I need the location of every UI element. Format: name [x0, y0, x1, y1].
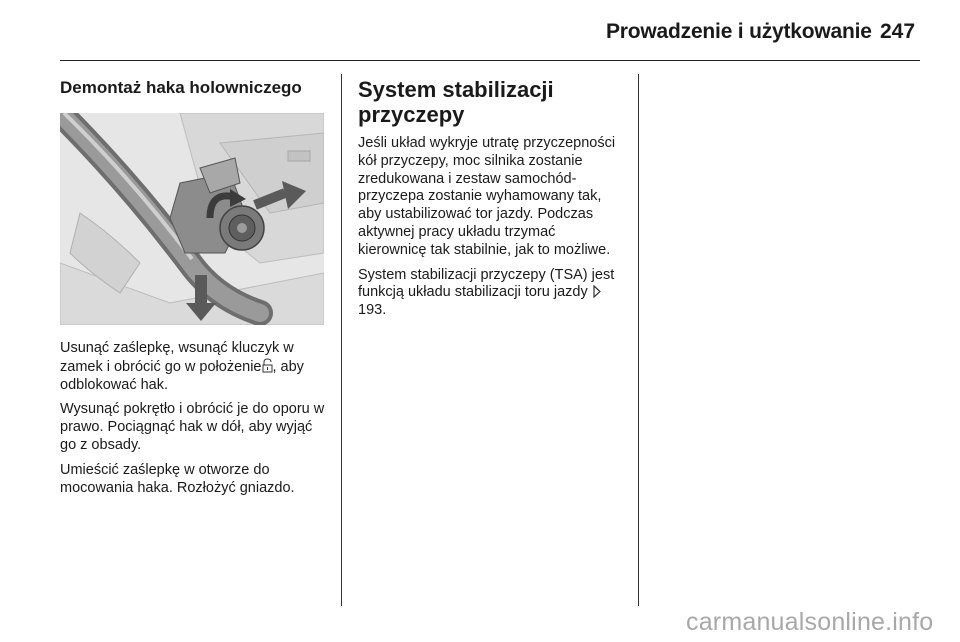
page-header-title: Prowadzenie i użytkowanie: [606, 20, 872, 43]
instruction-unlock-hook: [60, 340, 328, 394]
trailer-stability-reference-text: System stabilizacji przyczepy (TSA) jest funkcją układu stabilizacji toru jazdy: [358, 266, 615, 301]
instruction-unlock-text: Usunąć zaślepkę, wsunąć kluczyk w zamek i obrócić go w położenie: [60, 340, 294, 375]
instruction-unlock-text-end: , aby odblokować hak.: [60, 358, 304, 393]
instruction-turn-knob: Wysunąć pokrętło i obrócić je do oporu w prawo. Pociągnąć hak w dół, aby wyjąć go z obsady.: [60, 401, 325, 453]
middle-column: [358, 77, 626, 327]
section-heading-tow-hook-removal: Demontaż haka holowniczego: [60, 78, 302, 97]
column-divider-right: [638, 74, 639, 606]
page-number: 247: [880, 20, 916, 43]
trailer-stability-description: Jeśli układ wykryje utratę przyczepności kół przyczepy, moc silnika zostanie zredukowana i zestaw samochód-przyczepa zostanie wyhamowany tak, aby ustabilizować tor jazdy. Podczas aktywnej pracy układu trzymać kierownicę tak stabilnie, jak to możliwe.: [358, 135, 616, 258]
tow-hook-removal-illustration: [60, 113, 324, 325]
page-reference-arrow-icon: [592, 285, 602, 298]
unlock-icon: [262, 358, 273, 373]
left-column: [60, 78, 328, 504]
header-divider: [60, 60, 920, 61]
section-heading-trailer-stability: System stabilizacji przyczepy: [358, 77, 554, 127]
instruction-insert-cap: Umieścić zaślepkę w otworze do mocowania haka. Rozłożyć gniazdo.: [60, 461, 295, 496]
column-divider-left: [341, 74, 342, 606]
footer-watermark: carmanualsonline.info: [686, 608, 934, 636]
trailer-stability-reference: [358, 267, 626, 320]
reference-page-number: 193.: [358, 302, 387, 319]
